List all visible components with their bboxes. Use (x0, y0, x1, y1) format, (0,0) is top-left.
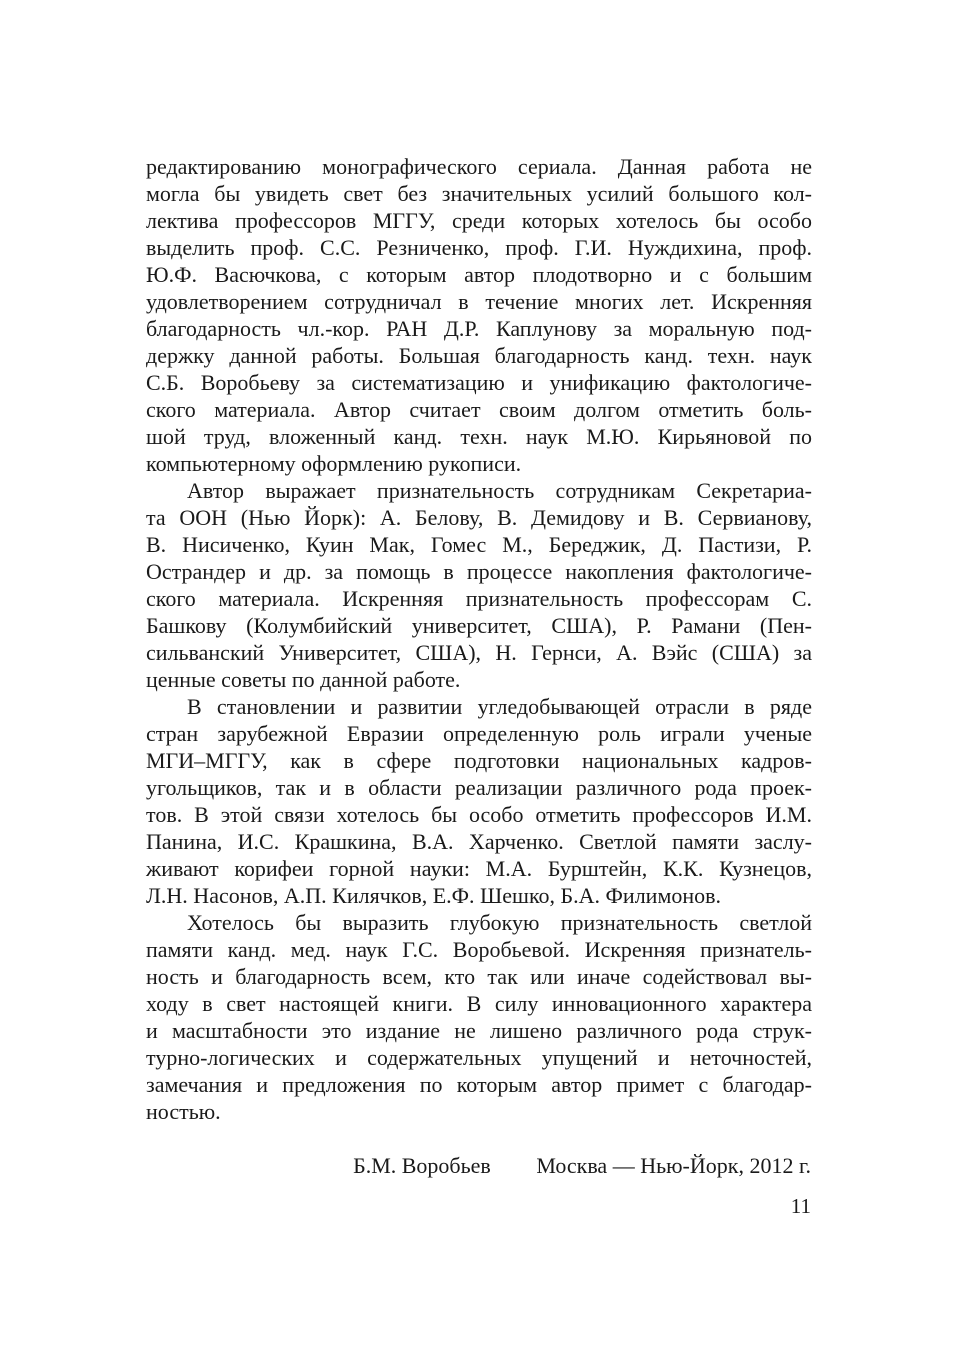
text-line: ского материала. Искренняя признательность профессорам С. (146, 586, 812, 611)
page-number: 11 (790, 1194, 811, 1218)
text-line: ностью. (146, 1099, 221, 1124)
text-line: выделить проф. С.С. Резниченко, проф. Г.И. Нуждихина, проф. (146, 235, 812, 260)
place-and-date: Москва — Нью-Йорк, 2012 г. (536, 1153, 811, 1178)
paragraph (146, 909, 812, 1125)
text-line: замечания и предложения по которым автор примет с благодар- (146, 1072, 812, 1097)
text-line: сильванский Университет, США), Н. Гернси, А. Вэйс (США) за (146, 640, 812, 665)
text-line: С.Б. Воробьеву за систематизацию и унификацию фактологиче- (146, 370, 812, 395)
text-line: удовлетворением сотрудничал в течение многих лет. Искренняя (146, 289, 812, 314)
body-text (146, 153, 812, 1125)
paragraph (146, 477, 812, 693)
text-line: ского материала. Автор считает своим долгом отметить боль- (146, 397, 812, 422)
signature-line (353, 1152, 811, 1179)
text-line: тов. В этой связи хотелось бы особо отметить профессоров И.М. (146, 802, 812, 827)
author-name: Б.М. Воробьев (353, 1153, 491, 1178)
text-line: редактированию монографического сериала. Данная работа не (146, 154, 812, 179)
text-line: В. Нисиченко, Куин Мак, Гомес М., Береджик, Д. Пастизи, Р. (146, 532, 812, 557)
text-line: Башкову (Колумбийский университет, США), Р. Рамани (Пен- (146, 613, 812, 638)
text-line: Хотелось бы выразить глубокую признательность светлой (187, 910, 812, 935)
text-line: ходу в свет настоящей книги. В силу инновационного характера (146, 991, 812, 1016)
text-line: ность и благодарность всем, кто так или иначе содействовал вы- (146, 964, 812, 989)
text-line: турно-логических и содержательных упущений и неточностей, (146, 1045, 812, 1070)
text-line: та ООН (Нью Йорк): А. Белову, В. Демидову и В. Сервианову, (146, 505, 812, 530)
text-line: шой труд, вложенный канд. техн. наук М.Ю. Кирьяновой по (146, 424, 812, 449)
text-line: благодарность чл.-кор. РАН Д.Р. Каплунову за моральную под- (146, 316, 812, 341)
paragraph (146, 153, 812, 477)
text-line: Ю.Ф. Васючкова, с которым автор плодотворно и с большим (146, 262, 812, 287)
text-line: Панина, И.С. Крашкина, В.А. Харченко. Светлой памяти заслу- (146, 829, 812, 854)
text-line: угольщиков, так и в области реализации различного рода проек- (146, 775, 812, 800)
text-line: МГИ–МГГУ, как в сфере подготовки национальных кадров- (146, 748, 812, 773)
text-line: В становлении и развитии угледобывающей отрасли в ряде (187, 694, 812, 719)
text-line: Острандер и др. за помощь в процессе накопления фактологиче- (146, 559, 812, 584)
text-line: живают корифеи горной науки: М.А. Бурштейн, К.К. Кузнецов, (146, 856, 812, 881)
text-line: компьютерному оформлению рукописи. (146, 451, 522, 476)
text-line: лектива профессоров МГГУ, среди которых хотелось бы особо (146, 208, 812, 233)
text-line: могла бы увидеть свет без значительных усилий большого кол- (146, 181, 812, 206)
text-line: и масштабности это издание не лишено различного рода струк- (146, 1018, 812, 1043)
text-line: Л.Н. Насонов, А.П. Килячков, Е.Ф. Шешко, Б.А. Филимонов. (146, 883, 722, 908)
paragraph (146, 693, 812, 909)
text-line: держку данной работы. Большая благодарность канд. техн. наук (146, 343, 812, 368)
text-line: памяти канд. мед. наук Г.С. Воробьевой. Искренняя признатель- (146, 937, 812, 962)
text-line: стран зарубежной Евразии определенную роль играли ученые (146, 721, 812, 746)
text-line: Автор выражает признательность сотрудникам Секретариа- (187, 478, 812, 503)
text-line: ценные советы по данной работе. (146, 667, 461, 692)
